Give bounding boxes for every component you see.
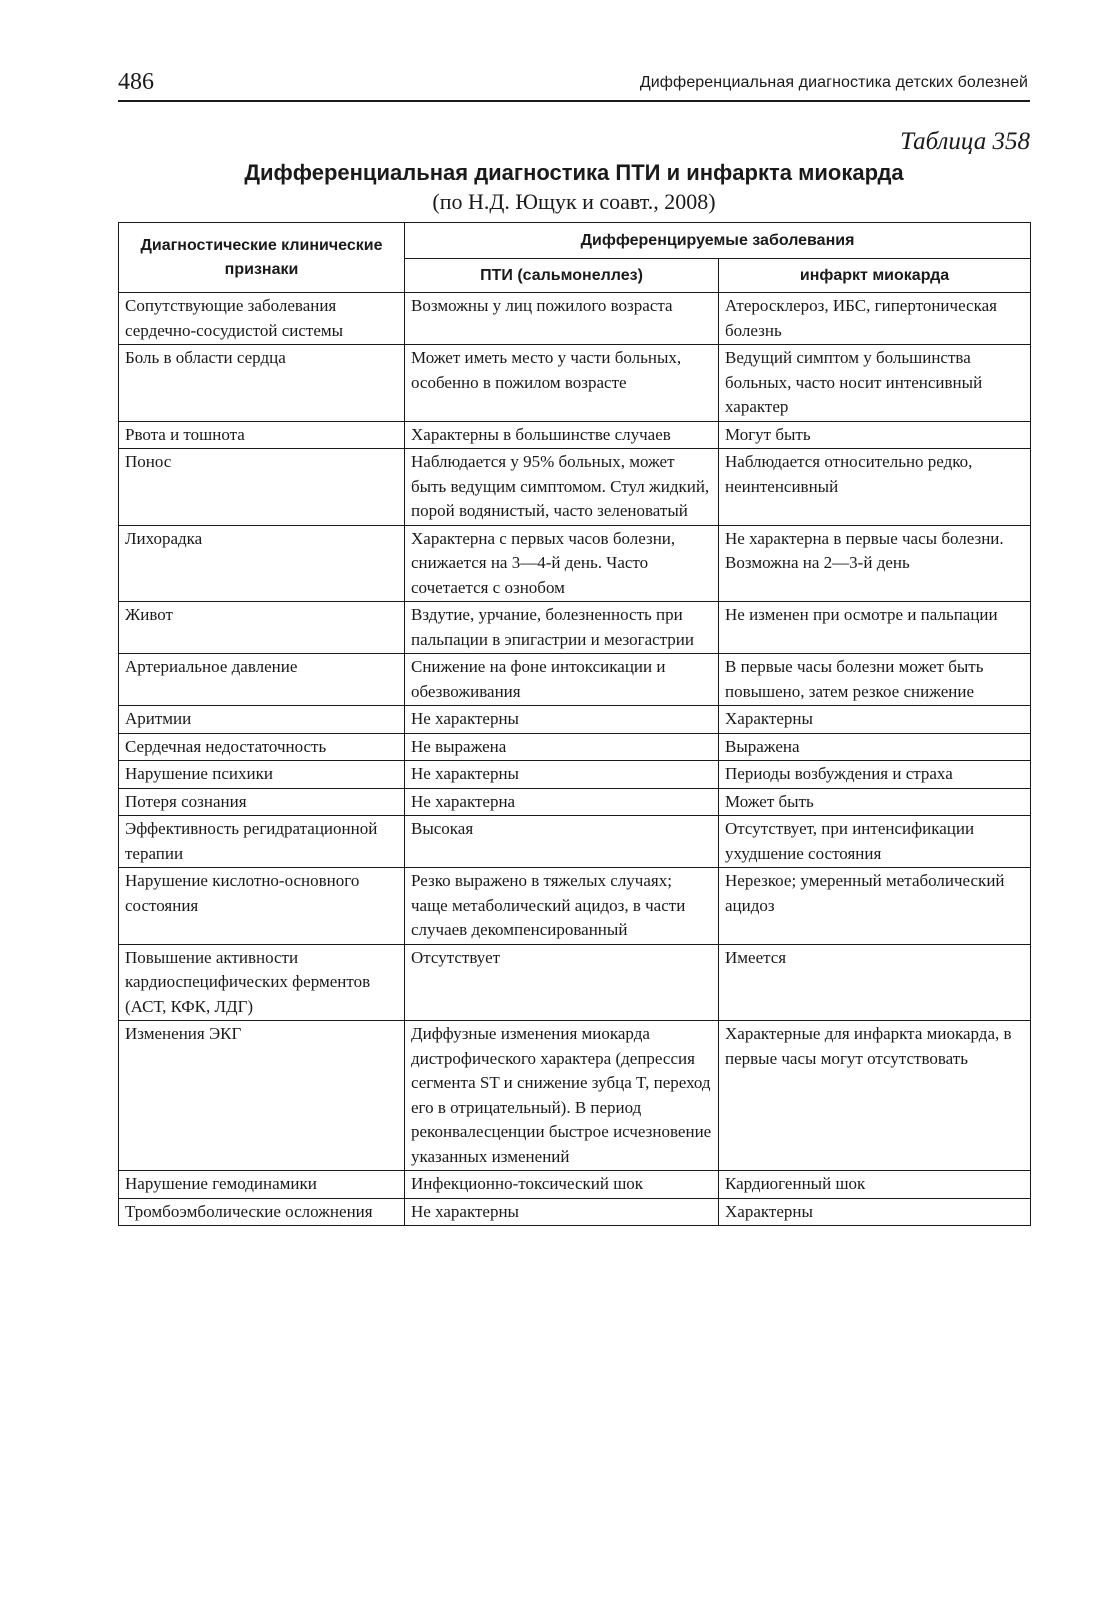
table-row	[119, 944, 1031, 1021]
table-row	[119, 293, 1031, 345]
col-header-pti: ПТИ (сальмонеллез)	[405, 259, 719, 293]
mi-cell: Нерезкое; умеренный метаболический ацидоз	[719, 868, 1031, 945]
mi-cell: Может быть	[719, 788, 1031, 816]
pti-cell: Не характерны	[405, 706, 719, 734]
running-header	[118, 62, 1030, 102]
pti-cell: Вздутие, урчание, болезненность при пальпации в эпигастрии и мезогастрии	[405, 602, 719, 654]
mi-cell: Не характерна в первые часы болезни. Возможна на 2—3-й день	[719, 525, 1031, 602]
table-row	[119, 706, 1031, 734]
sign-cell: Эффективность регидратационной терапии	[119, 816, 405, 868]
sign-cell: Нарушение кислотно-основного состояния	[119, 868, 405, 945]
pti-cell: Не характерны	[405, 761, 719, 789]
table-row	[119, 525, 1031, 602]
mi-cell: Наблюдается относительно редко, неинтенсивный	[719, 449, 1031, 526]
sign-cell: Лихорадка	[119, 525, 405, 602]
page-number: 486	[118, 69, 154, 95]
table-row	[119, 761, 1031, 789]
table-row	[119, 868, 1031, 945]
mi-cell: Характерны	[719, 1198, 1031, 1226]
table-row	[119, 421, 1031, 449]
pti-cell: Не характерны	[405, 1198, 719, 1226]
table-body	[119, 293, 1031, 1226]
mi-cell: Имеется	[719, 944, 1031, 1021]
pti-cell: Возможны у лиц пожилого возраста	[405, 293, 719, 345]
pti-cell: Высокая	[405, 816, 719, 868]
diagnosis-table	[118, 222, 1031, 1226]
table-row	[119, 788, 1031, 816]
col-header-group: Дифференцируемые заболевания	[405, 223, 1031, 259]
table-row	[119, 1021, 1031, 1171]
sign-cell: Повышение активности кардиоспецифических ферментов (АСТ, КФК, ЛДГ)	[119, 944, 405, 1021]
sign-cell: Потеря сознания	[119, 788, 405, 816]
pti-cell: Наблюдается у 95% больных, может быть ведущим симптомом. Стул жидкий, порой водянистый, часто зеленоватый	[405, 449, 719, 526]
table-row	[119, 449, 1031, 526]
sign-cell: Рвота и тошнота	[119, 421, 405, 449]
sign-cell: Сопутствующие заболевания сердечно-сосудистой системы	[119, 293, 405, 345]
pti-cell: Не выражена	[405, 733, 719, 761]
pti-cell: Не характерна	[405, 788, 719, 816]
mi-cell: Ведущий симптом у большинства больных, часто носит интенсивный характер	[719, 345, 1031, 422]
mi-cell: Характерные для инфаркта миокарда, в первые часы могут отсутствовать	[719, 1021, 1031, 1171]
pti-cell: Может иметь место у части больных, особенно в пожилом возрасте	[405, 345, 719, 422]
mi-cell: Атеросклероз, ИБС, гипертоническая болезнь	[719, 293, 1031, 345]
table-title: Дифференциальная диагностика ПТИ и инфаркта миокарда	[244, 160, 904, 185]
mi-cell: Не изменен при осмотре и пальпации	[719, 602, 1031, 654]
sign-cell: Живот	[119, 602, 405, 654]
pti-cell: Резко выражено в тяжелых случаях; чаще метаболический ацидоз, в части случаев декомпенсированный	[405, 868, 719, 945]
mi-cell: В первые часы болезни может быть повышено, затем резкое снижение	[719, 654, 1031, 706]
table-row	[119, 602, 1031, 654]
col-header-mi: инфаркт миокарда	[719, 259, 1031, 293]
sign-cell: Аритмии	[119, 706, 405, 734]
pti-cell: Снижение на фоне интоксикации и обезвоживания	[405, 654, 719, 706]
sign-cell: Нарушение гемодинамики	[119, 1171, 405, 1199]
mi-cell: Выражена	[719, 733, 1031, 761]
sign-cell: Сердечная недостаточность	[119, 733, 405, 761]
pti-cell: Характерна с первых часов болезни, снижается на 3—4-й день. Часто сочетается с ознобом	[405, 525, 719, 602]
table-label: Таблица 358	[900, 128, 1030, 155]
mi-cell: Характерны	[719, 706, 1031, 734]
table-row	[119, 1198, 1031, 1226]
mi-cell: Кардиогенный шок	[719, 1171, 1031, 1199]
col-header-signs: Диагностические клинические признаки	[119, 223, 405, 293]
running-title: Дифференциальная диагностика детских болезней	[639, 74, 1028, 91]
table-row	[119, 816, 1031, 868]
table-row	[119, 654, 1031, 706]
pti-cell: Характерны в большинстве случаев	[405, 421, 719, 449]
mi-cell: Периоды возбуждения и страха	[719, 761, 1031, 789]
pti-cell: Диффузные изменения миокарда дистрофического характера (депрессия сегмента ST и снижение зубца T, переход его в отрицательный). В период реконвалесценции быстрое исчезновение указанных изменений	[405, 1021, 719, 1171]
sign-cell: Понос	[119, 449, 405, 526]
mi-cell: Отсутствует, при интенсификации ухудшение состояния	[719, 816, 1031, 868]
table-source: (по Н.Д. Ющук и соавт., 2008)	[432, 189, 716, 214]
sign-cell: Боль в области сердца	[119, 345, 405, 422]
pti-cell: Инфекционно-токсический шок	[405, 1171, 719, 1199]
table-row	[119, 345, 1031, 422]
sign-cell: Тромбоэмболические осложнения	[119, 1198, 405, 1226]
sign-cell: Нарушение психики	[119, 761, 405, 789]
sign-cell: Изменения ЭКГ	[119, 1021, 405, 1171]
pti-cell: Отсутствует	[405, 944, 719, 1021]
table-row	[119, 1171, 1031, 1199]
table-row	[119, 733, 1031, 761]
mi-cell: Могут быть	[719, 421, 1031, 449]
sign-cell: Артериальное давление	[119, 654, 405, 706]
